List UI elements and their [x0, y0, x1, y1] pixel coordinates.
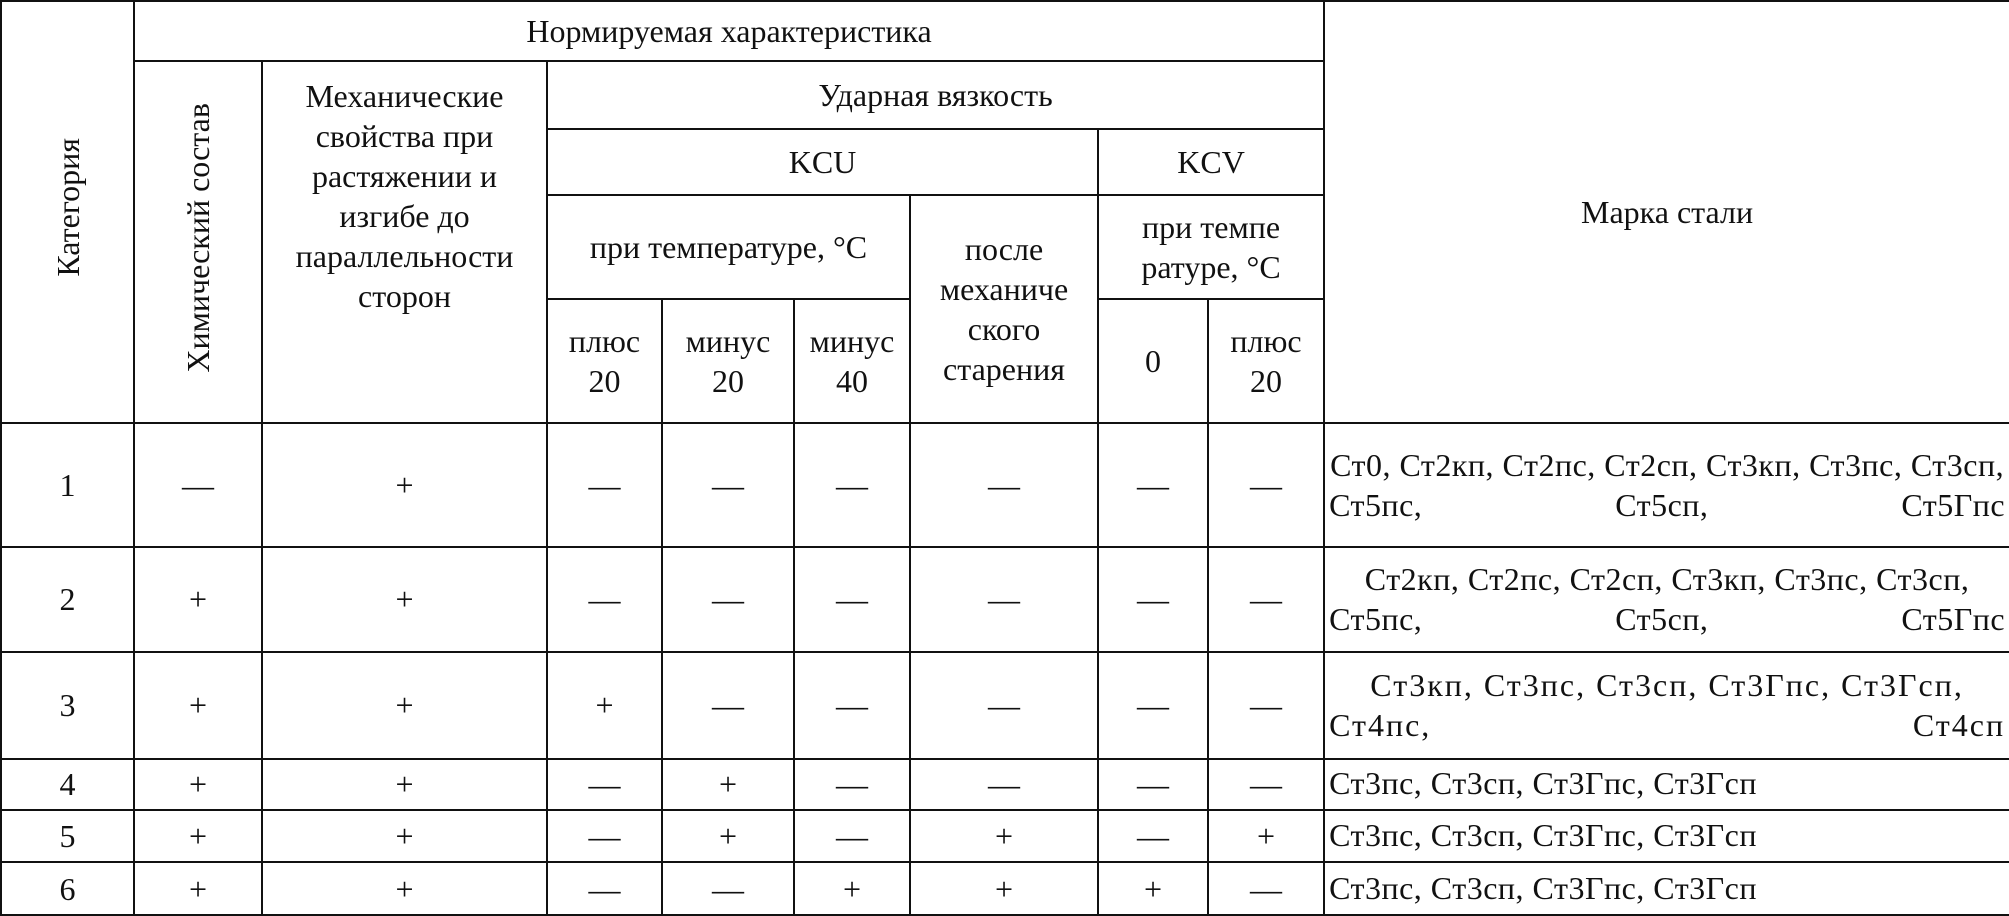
normalized-characteristic-header: Нормируемая характеристика [134, 1, 1324, 61]
value-cell: — [662, 547, 794, 651]
value-cell: — [1208, 652, 1324, 759]
value-cell: + [662, 759, 794, 810]
value-cell: — [794, 810, 910, 863]
kcv-zero-header: 0 [1098, 299, 1208, 423]
value-cell: + [910, 862, 1098, 915]
category-cell: 2 [1, 547, 134, 651]
value-cell: — [910, 652, 1098, 759]
value-cell: + [1208, 810, 1324, 863]
steel-grade-header: Марка стали [1324, 1, 2009, 423]
value-cell: + [262, 810, 547, 863]
value-cell: + [262, 759, 547, 810]
value-cell: + [1098, 862, 1208, 915]
kcu-minus20-header: минус 20 [662, 299, 794, 423]
value-cell: + [910, 810, 1098, 863]
value-cell: + [262, 652, 547, 759]
steel-grades-cell: Ст0, Ст2кп, Ст2пс, Ст2сп, Ст3кп, Ст3пс, Ст3сп, Ст5пс, Ст5сп, Ст5Гпс [1324, 423, 2009, 547]
value-cell: + [794, 862, 910, 915]
steel-grades-cell: Ст3кп, Ст3пс, Ст3сп, Ст3Гпс, Ст3Гсп, Ст4пс, Ст4сп [1324, 652, 2009, 759]
mechanical-properties-header: Механические свойства при растяжении и изгибе до параллельности сторон [262, 61, 547, 423]
value-cell: — [1208, 862, 1324, 915]
steel-grades-cell: Ст3пс, Ст3сп, Ст3Гпс, Ст3Гсп [1324, 810, 2009, 863]
kcu-header: KCU [547, 129, 1098, 195]
category-header: Категория [1, 1, 134, 423]
value-cell: — [794, 759, 910, 810]
value-cell: — [1098, 652, 1208, 759]
value-cell: — [794, 652, 910, 759]
value-cell: — [547, 862, 662, 915]
value-cell: — [1098, 759, 1208, 810]
value-cell: + [134, 547, 262, 651]
table-row [1, 810, 2009, 863]
value-cell: — [1098, 423, 1208, 547]
value-cell: + [134, 652, 262, 759]
table-row [1, 652, 2009, 759]
steel-grades-cell: Ст3пс, Ст3сп, Ст3Гпс, Ст3Гсп [1324, 759, 2009, 810]
category-cell: 6 [1, 862, 134, 915]
value-cell: — [547, 547, 662, 651]
value-cell: — [794, 547, 910, 651]
steel-grades-cell: Ст2кп, Ст2пс, Ст2сп, Ст3кп, Ст3пс, Ст3сп, Ст5пс, Ст5сп, Ст5Гпс [1324, 547, 2009, 651]
category-cell: 3 [1, 652, 134, 759]
category-cell: 5 [1, 810, 134, 863]
value-cell: + [134, 759, 262, 810]
value-cell: — [547, 759, 662, 810]
value-cell: — [547, 423, 662, 547]
value-cell: + [134, 862, 262, 915]
value-cell: — [910, 423, 1098, 547]
value-cell: — [662, 862, 794, 915]
table-row [1, 423, 2009, 547]
value-cell: — [1098, 810, 1208, 863]
table-row [1, 547, 2009, 651]
kcu-minus40-header: минус 40 [794, 299, 910, 423]
table-row [1, 759, 2009, 810]
kcv-temperature-header: при темпе ратуре, °С [1098, 195, 1324, 299]
value-cell: — [910, 547, 1098, 651]
value-cell: — [1098, 547, 1208, 651]
kcu-temperature-header: при температуре, °С [547, 195, 910, 299]
value-cell: — [134, 423, 262, 547]
value-cell: — [1208, 547, 1324, 651]
value-cell: — [794, 423, 910, 547]
value-cell: — [910, 759, 1098, 810]
category-cell: 1 [1, 423, 134, 547]
kcu-plus20-header: плюс 20 [547, 299, 662, 423]
steel-grades-cell: Ст3пс, Ст3сп, Ст3Гпс, Ст3Гсп [1324, 862, 2009, 915]
value-cell: + [262, 423, 547, 547]
value-cell: + [262, 547, 547, 651]
mechanical-aging-header: после механиче ского старения [910, 195, 1098, 423]
value-cell: — [1208, 759, 1324, 810]
value-cell: + [662, 810, 794, 863]
value-cell: — [547, 810, 662, 863]
kcv-plus20-header: плюс 20 [1208, 299, 1324, 423]
kcv-header: KCV [1098, 129, 1324, 195]
value-cell: + [262, 862, 547, 915]
value-cell: — [662, 652, 794, 759]
value-cell: + [134, 810, 262, 863]
value-cell: — [662, 423, 794, 547]
table-row [1, 862, 2009, 915]
impact-toughness-header: Ударная вязкость [547, 61, 1324, 129]
value-cell: + [547, 652, 662, 759]
chemical-composition-header: Химический состав [134, 61, 262, 423]
value-cell: — [1208, 423, 1324, 547]
category-cell: 4 [1, 759, 134, 810]
